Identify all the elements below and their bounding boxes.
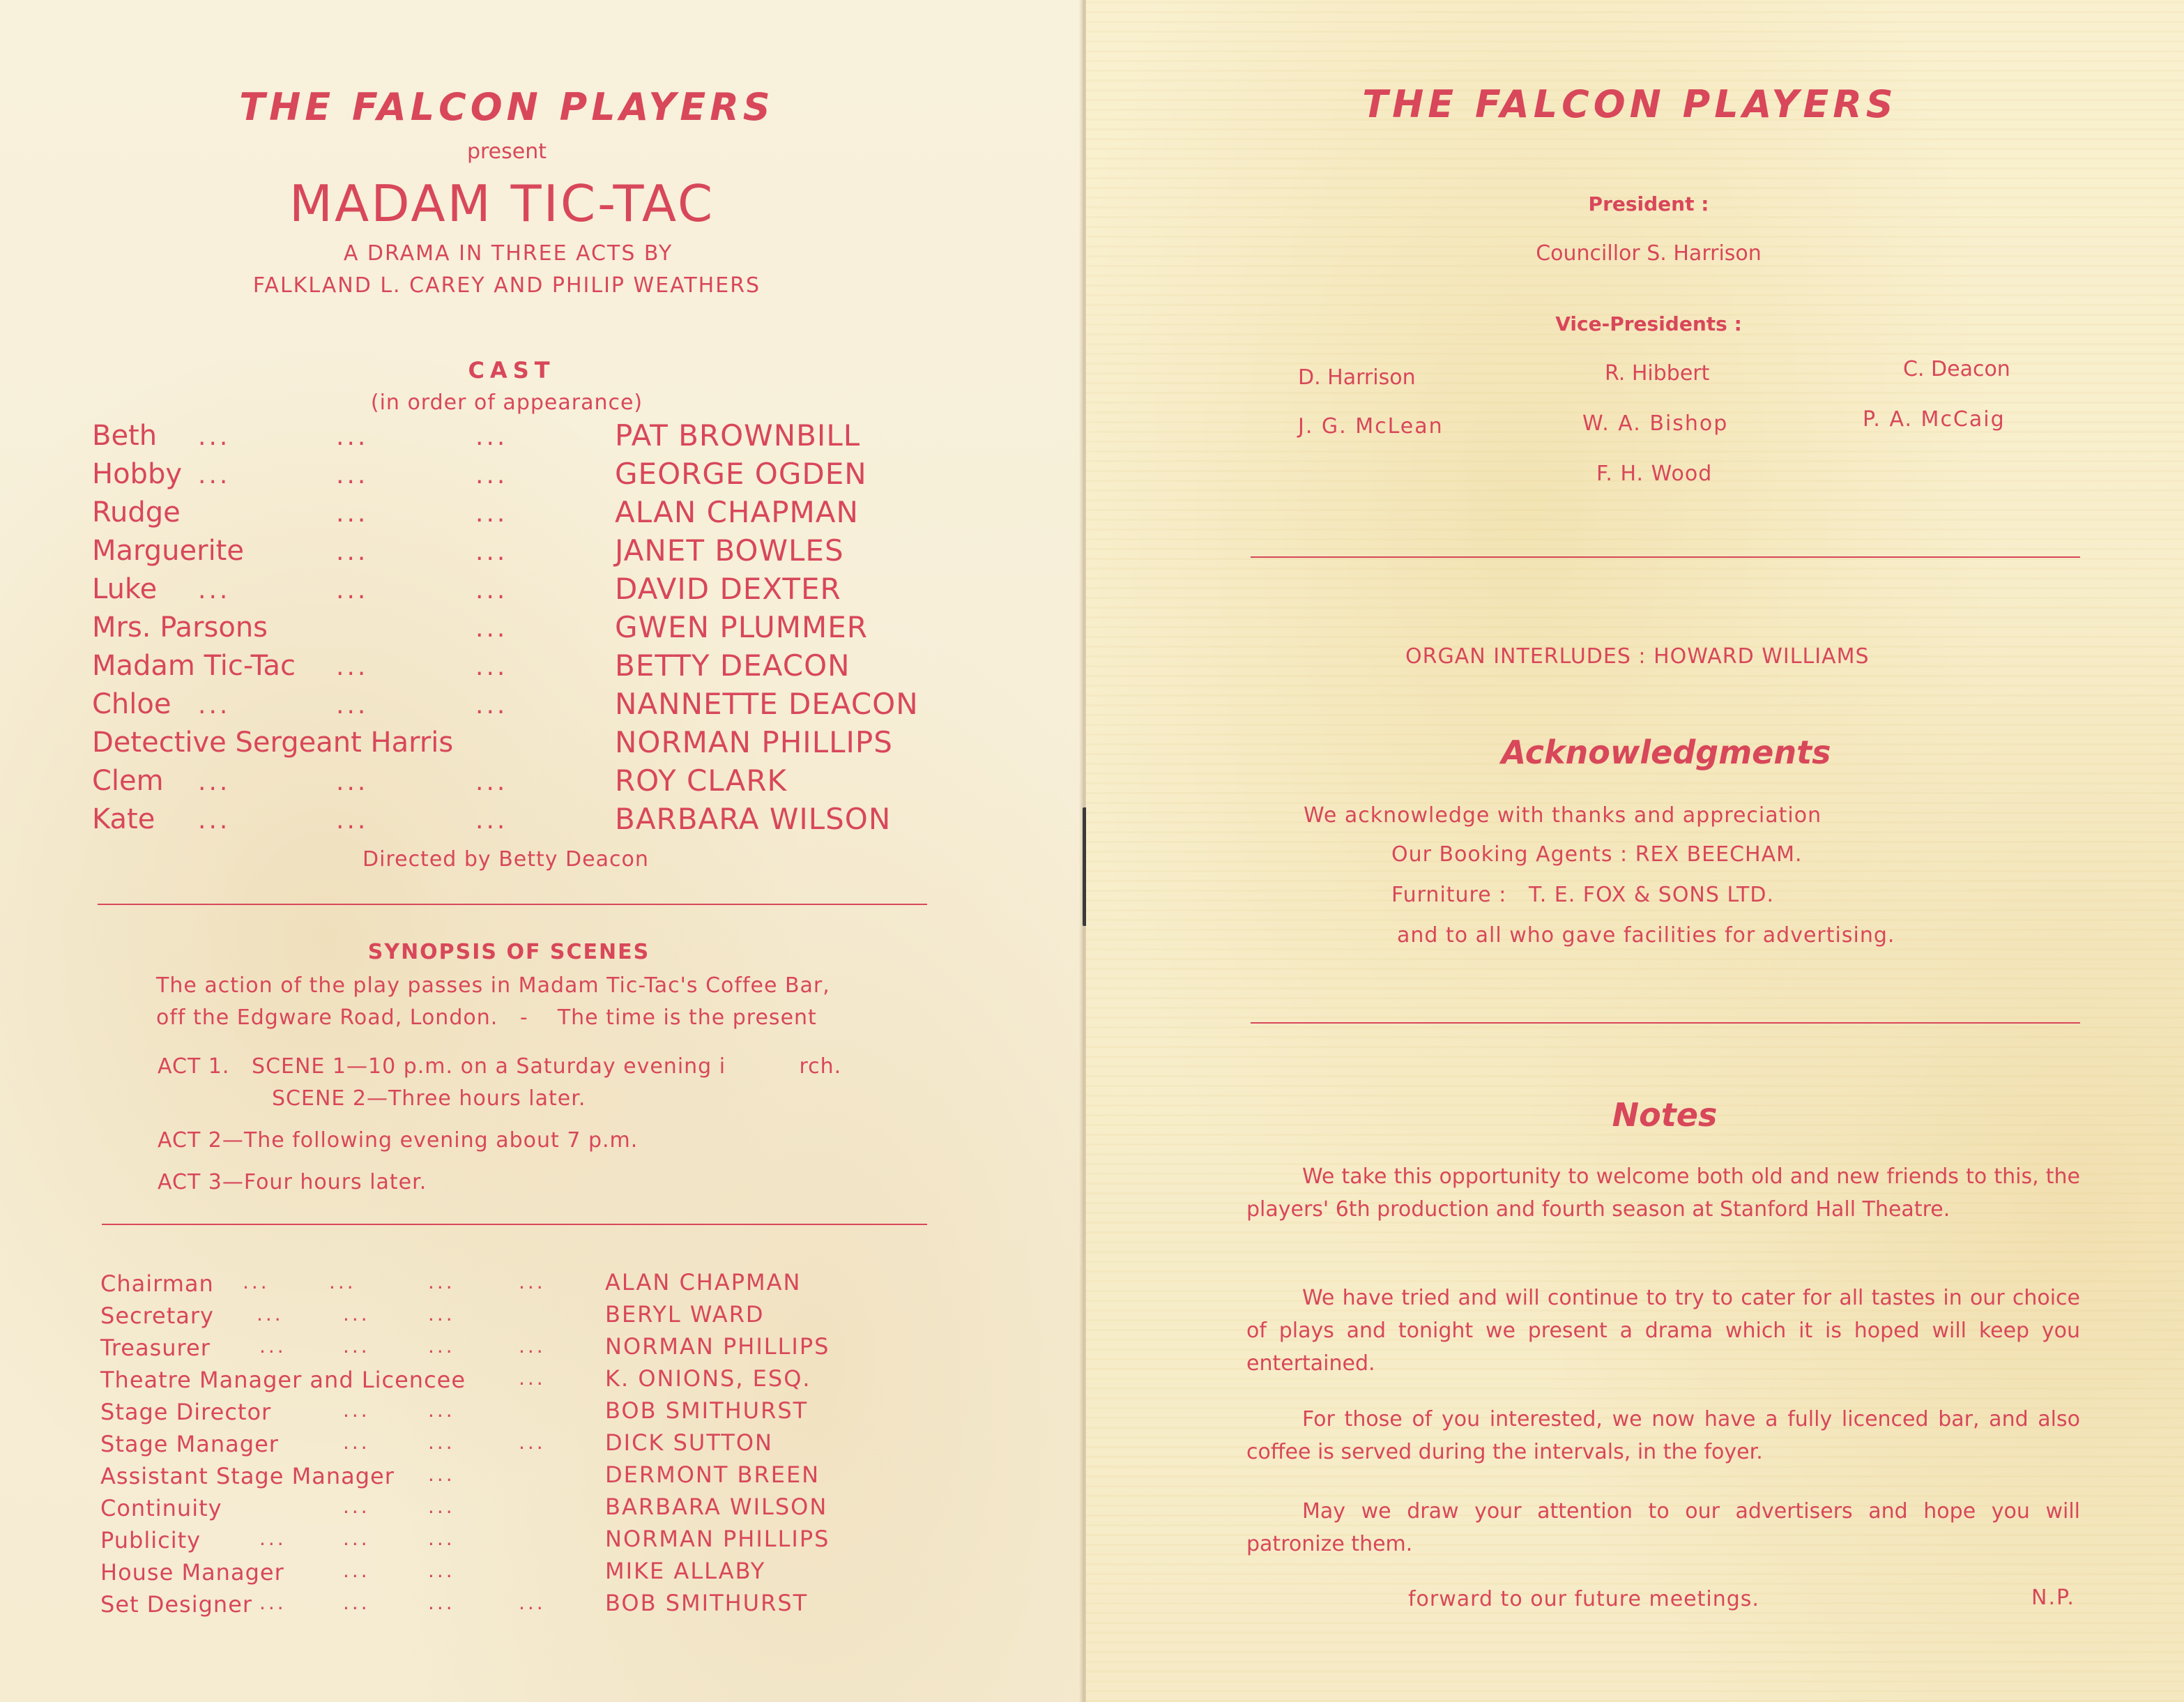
cast-actor: GWEN PLUMMER (615, 610, 868, 644)
dots: ... (343, 1591, 370, 1614)
dots: ... (475, 653, 508, 681)
vice-presidents-label: Vice-Presidents : (1555, 312, 1742, 335)
dots: ... (343, 1495, 370, 1518)
act1-scene1: ACT 1. SCENE 1—10 p.m. on a Saturday evening i rch. (158, 1054, 842, 1079)
dots: ... (329, 1270, 356, 1293)
dots: ... (475, 538, 508, 566)
dots: ... (475, 499, 508, 528)
officer-name: BOB SMITHURST (605, 1590, 809, 1616)
cast-role: Detective Sergeant Harris (92, 727, 454, 759)
dots: ... (198, 461, 231, 489)
dots: ... (198, 806, 231, 835)
subtitle-line-2: FALKLAND L. CAREY AND PHILIP WEATHERS (252, 273, 761, 298)
dots: ... (259, 1335, 287, 1358)
note-paragraph: We have tried and will continue to try to cater for all tastes in our choice of plays and tonight we present a drama which it is hoped will keep you entertained. (1246, 1286, 2080, 1376)
signature-initials: N.P. (2031, 1586, 2075, 1610)
dots: ... (259, 1527, 287, 1550)
officer-name: K. ONIONS, ESQ. (605, 1365, 811, 1392)
dots: ... (343, 1335, 370, 1358)
divider (102, 1224, 927, 1225)
dots: ... (475, 768, 508, 796)
dots: ... (257, 1302, 284, 1325)
left-page (0, 0, 1083, 1702)
officer-role: Stage Manager (100, 1431, 279, 1457)
dots: ... (198, 768, 231, 796)
cast-actor: BARBARA WILSON (615, 802, 892, 836)
dots: ... (343, 1559, 370, 1582)
officer-row (100, 1591, 867, 1620)
officer-name: BARBARA WILSON (605, 1494, 828, 1520)
officer-name: MIKE ALLABY (605, 1558, 766, 1584)
cast-role: Madam Tic-Tac (92, 650, 296, 682)
dots: ... (519, 1367, 546, 1390)
dots: ... (343, 1527, 370, 1550)
president-name: Councillor S. Harrison (1536, 241, 1762, 266)
dots: ... (428, 1431, 455, 1454)
cast-row (92, 727, 929, 763)
present-label: present (466, 139, 547, 164)
cast-role: Chloe (92, 688, 171, 720)
president-label: President : (1588, 192, 1709, 215)
dots: ... (428, 1495, 455, 1518)
dots: ... (336, 499, 369, 528)
act3: ACT 3—Four hours later. (158, 1170, 427, 1194)
officer-role: Publicity (100, 1527, 201, 1553)
synopsis-heading: SYNOPSIS OF SCENES (367, 940, 650, 964)
cast-role: Clem (92, 765, 164, 797)
cast-row (92, 458, 929, 494)
dots: ... (519, 1270, 546, 1293)
vice-president: C. Deacon (1903, 357, 2010, 381)
dots: ... (428, 1591, 455, 1614)
divider (98, 904, 927, 905)
cast-row (92, 803, 929, 839)
officer-name: NORMAN PHILLIPS (605, 1526, 830, 1552)
directed-by: Directed by Betty Deacon (362, 847, 649, 872)
vice-president: W. A. Bishop (1582, 411, 1729, 436)
cast-actor: NANNETTE DEACON (615, 687, 919, 721)
officer-row (100, 1335, 867, 1364)
note-paragraph: For those of you interested, we now have a fully licenced bar, and also coffee is served during the intervals, in the foyer. (1246, 1407, 2080, 1464)
dots: ... (343, 1302, 370, 1325)
dots: ... (475, 576, 508, 605)
cast-row (92, 573, 929, 609)
officer-row (100, 1463, 867, 1492)
dots: ... (428, 1527, 455, 1550)
cast-role: Kate (92, 803, 155, 835)
officer-name: DERMONT BREEN (605, 1461, 820, 1488)
ack-line-2: Our Booking Agents : REX BEECHAM. (1391, 842, 1803, 867)
subtitle-line-1: A DRAMA IN THREE ACTS BY (343, 241, 673, 266)
cast-actor: PAT BROWNBILL (615, 418, 861, 453)
cast-role: Beth (92, 420, 158, 452)
right-page (1086, 0, 2184, 1702)
acknowledgments-heading: Acknowledgments (1501, 734, 1831, 771)
officer-role: Continuity (100, 1495, 222, 1521)
dots: ... (336, 576, 369, 605)
officer-role: Set Designer (100, 1591, 253, 1618)
cast-note: (in order of appearance) (370, 390, 643, 415)
divider (1251, 1022, 2080, 1024)
officer-role: Chairman (100, 1270, 214, 1297)
company-title: THE FALCON PLAYERS (239, 85, 774, 129)
officer-name: DICK SUTTON (605, 1429, 773, 1456)
synopsis-line-1: The action of the play passes in Madam Tic-Tac's Coffee Bar, (156, 973, 830, 998)
cast-row (92, 611, 929, 648)
cast-actor: BETTY DEACON (615, 648, 850, 683)
cast-row (92, 765, 929, 801)
officer-role: Secretary (100, 1302, 214, 1329)
dots: ... (428, 1559, 455, 1582)
cast-role: Luke (92, 573, 158, 605)
play-title: MADAM TIC-TAC (289, 174, 715, 233)
officer-name: NORMAN PHILLIPS (605, 1333, 830, 1360)
officer-name: BOB SMITHURST (605, 1397, 809, 1424)
dots: ... (475, 461, 508, 489)
synopsis-line-2: off the Edgware Road, London. - The time is the present (156, 1005, 817, 1030)
dots: ... (519, 1335, 546, 1358)
dots: ... (336, 768, 369, 796)
vice-president: F. H. Wood (1596, 462, 1713, 486)
vice-president: R. Hibbert (1605, 361, 1710, 386)
note-closing: forward to our future meetings. (1408, 1587, 1759, 1611)
dots: ... (198, 576, 231, 605)
officer-row (100, 1495, 867, 1524)
dots: ... (336, 806, 369, 835)
vice-president: P. A. McCaig (1863, 407, 2006, 432)
dots: ... (198, 691, 231, 720)
act2: ACT 2—The following evening about 7 p.m. (158, 1128, 639, 1153)
officer-role: Stage Director (100, 1399, 272, 1425)
cast-row (92, 420, 929, 456)
cast-actor: DAVID DEXTER (615, 572, 841, 606)
officer-role: Theatre Manager and Licencee (100, 1367, 466, 1393)
dots: ... (336, 461, 369, 489)
dots: ... (343, 1399, 370, 1422)
cast-role: Hobby (92, 458, 183, 490)
cast-row (92, 496, 929, 533)
officer-role: Treasurer (100, 1335, 211, 1361)
cast-row (92, 650, 929, 686)
dots: ... (519, 1431, 546, 1454)
dots: ... (343, 1431, 370, 1454)
organ-interludes: ORGAN INTERLUDES : HOWARD WILLIAMS (1405, 644, 1870, 669)
officer-row (100, 1302, 867, 1332)
note-paragraph: We take this opportunity to welcome both old and new friends to this, the players' 6th production and fourth season at Stanford Hall Theatre. (1246, 1164, 2080, 1222)
act1-scene2: SCENE 2—Three hours later. (272, 1086, 586, 1111)
notes-heading: Notes (1612, 1096, 1718, 1134)
dots: ... (428, 1302, 455, 1325)
dots: ... (475, 691, 508, 720)
officer-row (100, 1270, 867, 1300)
cast-role: Mrs. Parsons (92, 611, 268, 644)
officer-name: ALAN CHAPMAN (605, 1269, 802, 1296)
officer-row (100, 1527, 867, 1556)
officer-row (100, 1431, 867, 1460)
dots: ... (428, 1270, 455, 1293)
cast-actor: NORMAN PHILLIPS (615, 725, 893, 759)
cast-role: Rudge (92, 496, 181, 529)
dots: ... (519, 1591, 546, 1614)
note-paragraph: May we draw your attention to our advertisers and hope you will patronize them. (1246, 1499, 2080, 1556)
divider (1251, 556, 2080, 558)
company-title: THE FALCON PLAYERS (1362, 82, 1897, 126)
dots: ... (475, 806, 508, 835)
vice-president: J. G. McLean (1298, 414, 1444, 439)
cast-role: Marguerite (92, 535, 244, 567)
dots: ... (428, 1463, 455, 1486)
dots: ... (243, 1270, 270, 1293)
officer-row (100, 1367, 867, 1396)
dots: ... (336, 653, 369, 681)
officer-row (100, 1399, 867, 1428)
ack-line-4: and to all who gave facilities for advertising. (1397, 923, 1895, 948)
cast-actor: ROY CLARK (615, 763, 788, 798)
cast-heading: CAST (468, 357, 556, 383)
dots: ... (428, 1335, 455, 1358)
ack-line-1: We acknowledge with thanks and appreciation (1304, 803, 1822, 828)
dots: ... (259, 1591, 287, 1614)
dots: ... (475, 614, 508, 643)
cast-row (92, 688, 929, 724)
cast-actor: GEORGE OGDEN (615, 457, 867, 491)
officer-role: Assistant Stage Manager (100, 1463, 395, 1489)
cast-row (92, 535, 929, 571)
officer-name: BERYL WARD (605, 1301, 765, 1328)
dots: ... (198, 423, 231, 451)
officer-role: House Manager (100, 1559, 284, 1586)
dots: ... (336, 691, 369, 720)
ack-line-3: Furniture : T. E. FOX & SONS LTD. (1391, 883, 1774, 907)
officer-row (100, 1559, 867, 1588)
dots: ... (336, 538, 369, 566)
dots: ... (336, 423, 369, 451)
cast-actor: ALAN CHAPMAN (615, 495, 859, 529)
dots: ... (475, 423, 508, 451)
cast-actor: JANET BOWLES (615, 533, 844, 568)
dots: ... (428, 1399, 455, 1422)
vice-president: D. Harrison (1298, 365, 1416, 390)
